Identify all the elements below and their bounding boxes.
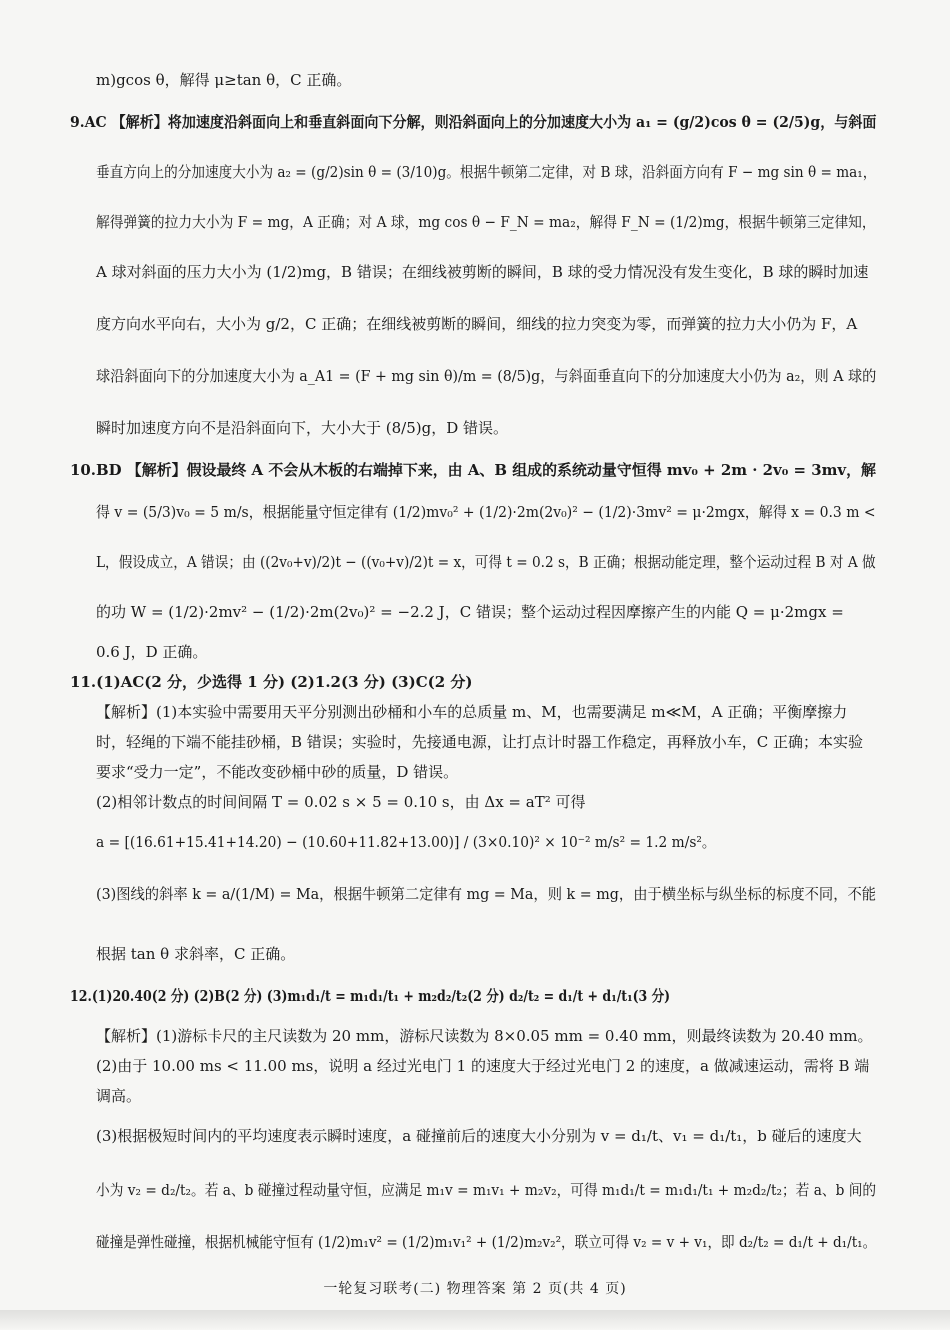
text-line: 调高。 <box>96 1087 142 1105</box>
text-line: 得 v = (5/3)v₀ = 5 m/s，根据能量守恒定律有 (1/2)mv₀² + (1/2)·2m(2v₀)² − (1/2)·3mv² = μ·2mgx，解得 x = 0.3 m < <box>96 503 876 521</box>
text-line: 小为 v₂ = d₂/t₂。若 a、b 碰撞过程动量守恒，应满足 m₁v = m₁v₁ + m₂v₂，可得 m₁d₁/t = m₁d₁/t₁ + m₂d₂/t₂；若 a、b 间的 <box>96 1181 877 1199</box>
text-line: (2)相邻计数点的时间间隔 T = 0.02 s × 5 = 0.10 s，由 Δx = aT² 可得 <box>96 793 586 811</box>
text-line: 球沿斜面向下的分加速度大小为 a_A1 = (F + mg sin θ)/m = (8/5)g，与斜面垂直向下的分加速度大小仍为 a₂，则 A 球的 <box>96 367 877 385</box>
page-edge-shadow <box>0 1310 950 1330</box>
text-line: 时，轻绳的下端不能挂砂桶，B 错误；实验时，先接通电源，让打点计时器工作稳定，再释放小车，C 正确；本实验 <box>96 733 864 751</box>
text-line: 【解析】(1)游标卡尺的主尺读数为 20 mm，游标尺读数为 8×0.05 mm = 0.40 mm，则最终读数为 20.40 mm。 <box>96 1027 873 1045</box>
text-line: 【解析】(1)本实验中需要用天平分别测出砂桶和小车的总质量 m、M，也需要满足 m≪M，A 正确；平衡摩擦力 <box>96 703 848 721</box>
text-line: 瞬时加速度方向不是沿斜面向下，大小大于 (8/5)g，D 错误。 <box>96 419 509 437</box>
text-line: 根据 tan θ 求斜率，C 正确。 <box>96 945 296 963</box>
text-line: A 球对斜面的压力大小为 (1/2)mg，B 错误；在细线被剪断的瞬间，B 球的受力情况没有发生变化，B 球的瞬时加速 <box>96 263 869 281</box>
text-line: (2)由于 10.00 ms < 11.00 ms，说明 a 经过光电门 1 的速度大于经过光电门 2 的速度，a 做减速运动，需将 B 端 <box>96 1057 870 1075</box>
text-line: (3)根据极短时间内的平均速度表示瞬时速度，a 碰撞前后的速度大小分别为 v = d₁/t、v₁ = d₁/t₁，b 碰后的速度大 <box>96 1127 862 1145</box>
text-line: m)gcos θ，解得 μ≥tan θ，C 正确。 <box>96 71 352 89</box>
text-line: (3)图线的斜率 k = a/(1/M) = Ma，根据牛顿第二定律有 mg = Ma，则 k = mg，由于横坐标与纵坐标的标度不同，不能 <box>96 885 877 903</box>
text-line: 0.6 J，D 正确。 <box>96 643 208 661</box>
text-line: L，假设成立，A 错误；由 ((2v₀+v)/2)t − ((v₀+v)/2)t = x，可得 t = 0.2 s，B 正确；根据动能定理，整个运动过程 B 对 A 做 <box>96 553 876 571</box>
text-line: 要求“受力一定”，不能改变砂桶中砂的质量，D 错误。 <box>96 763 459 781</box>
page-footer: 一轮复习联考(二) 物理答案 第 2 页(共 4 页) <box>323 1281 627 1297</box>
text-line: 的功 W = (1/2)·2mv² − (1/2)·2m(2v₀)² = −2.2 J，C 错误；整个运动过程因摩擦产生的内能 Q = μ·2mgx = <box>96 603 844 621</box>
text-line: 度方向水平向右，大小为 g/2，C 正确；在细线被剪断的瞬间，细线的拉力突变为零，而弹簧的拉力大小仍为 F，A <box>96 315 858 333</box>
answer-10-line: 10.BD 【解析】假设最终 A 不会从木板的右端掉下来，由 A、B 组成的系统动量守恒得 mv₀ + 2m · 2v₀ = 3mv，解 <box>70 461 876 479</box>
answer-9-line: 9.AC 【解析】将加速度沿斜面向上和垂直斜面向下分解，则沿斜面向上的分加速度大小为 a₁ = (g/2)cos θ = (2/5)g，与斜面 <box>70 113 877 131</box>
answer-12-line: 12.(1)20.40(2 分) (2)B(2 分) (3)m₁d₁/t = m₁d₁/t₁ + m₂d₂/t₂(2 分) d₂/t₂ = d₁/t + d₁/t₁(3 分) <box>70 987 671 1005</box>
answer-11-line: 11.(1)AC(2 分，少选得 1 分) (2)1.2(3 分) (3)C(2 分) <box>70 673 473 691</box>
text-line: 垂直方向上的分加速度大小为 a₂ = (g/2)sin θ = (3/10)g。根据牛顿第二定律，对 B 球，沿斜面方向有 F − mg sin θ = ma₁， <box>96 163 877 181</box>
text-line: 碰撞是弹性碰撞，根据机械能守恒有 (1/2)m₁v² = (1/2)m₁v₁² + (1/2)m₂v₂²，联立可得 v₂ = v + v₁，即 d₂/t₂ = d₁/t + d₁/t₁。 <box>96 1233 877 1251</box>
formula-line: a = [(16.61+15.41+14.20) − (10.60+11.82+13.00)] / (3×0.10)² × 10⁻² m/s² = 1.2 m/s²。 <box>96 833 716 851</box>
text-line: 解得弹簧的拉力大小为 F = mg，A 正确；对 A 球，mg cos θ − F_N = ma₂，解得 F_N = (1/2)mg，根据牛顿第三定律知， <box>96 213 876 231</box>
